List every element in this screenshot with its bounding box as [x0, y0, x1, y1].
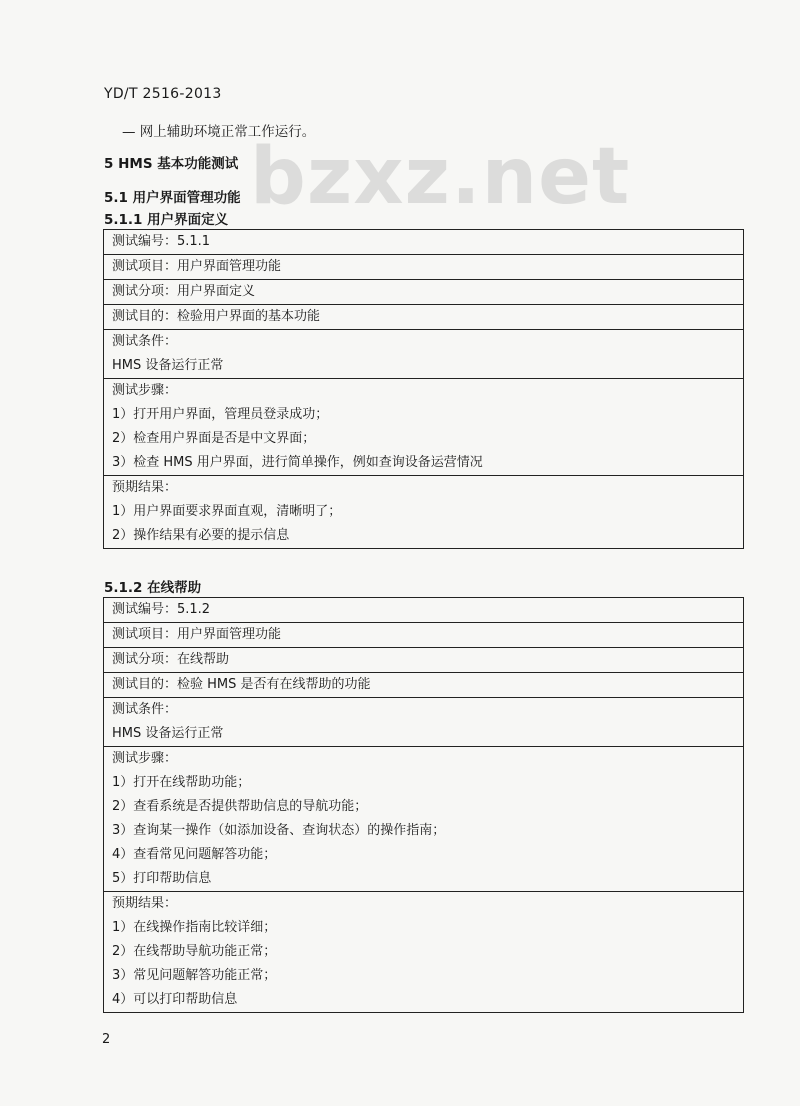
- test-result: 1）用户界面要求界面直观，清晰明了；: [112, 504, 342, 519]
- table-row: [104, 747, 744, 892]
- test-step: 4）查看常见问题解答功能；: [112, 847, 277, 862]
- test-step: 3）查询某一操作（如添加设备、查询状态）的操作指南；: [112, 823, 446, 838]
- table-row: [104, 892, 744, 1013]
- test-purpose: 测试目的：检验 HMS 是否有在线帮助的功能: [112, 677, 371, 692]
- test-item: 测试项目：用户界面管理功能: [112, 259, 282, 274]
- test-results-label: 预期结果：: [112, 480, 178, 495]
- test-condition: HMS 设备运行正常: [112, 726, 224, 741]
- table-row: [104, 598, 744, 623]
- page-number: 2: [102, 1032, 111, 1047]
- test-result: 2）在线帮助导航功能正常；: [112, 944, 277, 959]
- table-row: [104, 305, 744, 330]
- test-result: 3）常见问题解答功能正常；: [112, 968, 277, 983]
- table-row: [104, 623, 744, 648]
- intro-line: — 网上辅助环境正常工作运行。: [122, 124, 316, 140]
- section-5-title: 5 HMS 基本功能测试: [104, 156, 239, 172]
- test-step: 5）打印帮助信息: [112, 871, 212, 886]
- test-steps-label: 测试步骤：: [112, 383, 178, 398]
- section-5-1-title: 5.1 用户界面管理功能: [104, 190, 241, 206]
- test-step: 3）检查 HMS 用户界面，进行简单操作，例如查询设备运营情况: [112, 455, 483, 470]
- test-number: 测试编号：5.1.2: [112, 602, 211, 617]
- section-5-1-2-title: 5.1.2 在线帮助: [104, 580, 202, 596]
- test-step: 2）检查用户界面是否是中文界面；: [112, 431, 316, 446]
- table-row: [104, 379, 744, 476]
- test-subitem: 测试分项：用户界面定义: [112, 284, 256, 299]
- table-row: [104, 698, 744, 747]
- section-5-1-1-title: 5.1.1 用户界面定义: [104, 212, 229, 228]
- test-purpose: 测试目的：检验用户界面的基本功能: [112, 309, 321, 324]
- test-step: 1）打开在线帮助功能；: [112, 775, 251, 790]
- test-result: 2）操作结果有必要的提示信息: [112, 528, 290, 543]
- table-row: [104, 330, 744, 379]
- test-results-label: 预期结果：: [112, 896, 178, 911]
- table-row: [104, 230, 744, 255]
- test-steps-label: 测试步骤：: [112, 751, 178, 766]
- test-item: 测试项目：用户界面管理功能: [112, 627, 282, 642]
- test-condition: HMS 设备运行正常: [112, 358, 224, 373]
- table-row: [104, 255, 744, 280]
- table-row: [104, 673, 744, 698]
- table-row: [104, 648, 744, 673]
- test-table-5-1-1: [103, 229, 744, 549]
- table-row: [104, 280, 744, 305]
- test-result: 4）可以打印帮助信息: [112, 992, 238, 1007]
- test-number: 测试编号：5.1.1: [112, 234, 211, 249]
- test-step: 1）打开用户界面，管理员登录成功；: [112, 407, 329, 422]
- table-row: [104, 476, 744, 549]
- test-table-5-1-2: [103, 597, 744, 1013]
- test-result: 1）在线操作指南比较详细；: [112, 920, 277, 935]
- test-subitem: 测试分项：在线帮助: [112, 652, 230, 667]
- test-step: 2）查看系统是否提供帮助信息的导航功能；: [112, 799, 368, 814]
- test-condition-label: 测试条件：: [112, 702, 178, 717]
- document-code: YD/T 2516-2013: [104, 86, 222, 102]
- test-condition-label: 测试条件：: [112, 334, 178, 349]
- watermark-text: bzxz.net: [250, 132, 631, 222]
